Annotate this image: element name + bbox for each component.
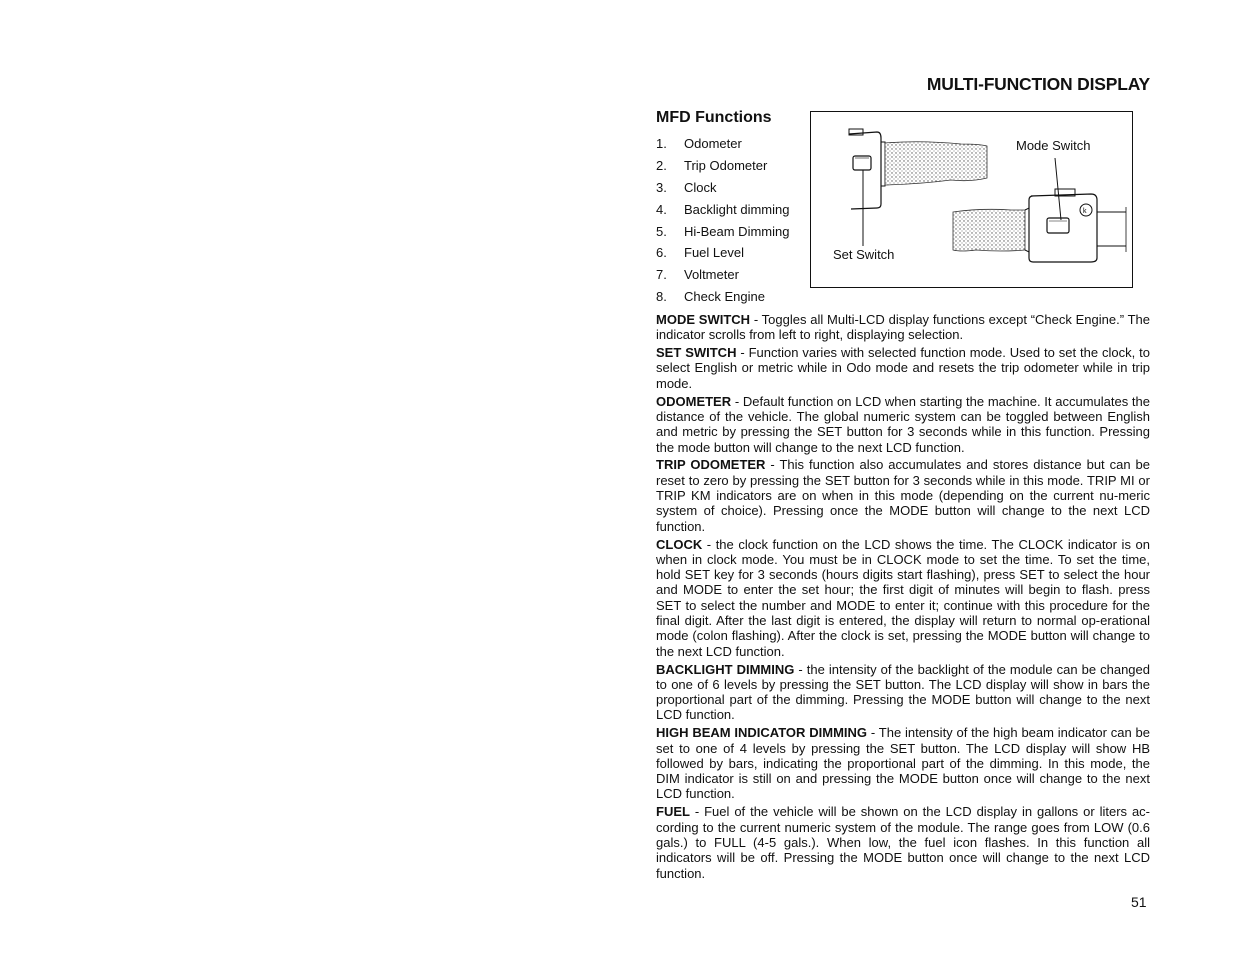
handlebar-switch-illustration xyxy=(810,111,1133,288)
list-item-label: Fuel Level xyxy=(684,245,744,261)
list-item-label: Check Engine xyxy=(684,289,765,305)
description: - This function also accumulates and stores distance but can be reset to zero by pressing the SET button for 3 seconds while in this mode. TRIP MI or TRIP KM indicators are on when in this mode (depending on the current nu-meric system of choice). Pressing once the MODE button will change to the next LCD function. xyxy=(656,457,1150,534)
right-grip xyxy=(953,208,1029,252)
list-item-label: Trip Odometer xyxy=(684,157,768,173)
list-item-label: Voltmeter xyxy=(684,267,739,283)
right-switch-housing xyxy=(1029,189,1126,262)
description: - Function varies with selected function mode. Used to set the clock, to select English or metric while in Odo mode and resets the trip odometer while in trip mode. xyxy=(656,345,1150,391)
list-item xyxy=(656,244,790,266)
list-item-number: 5. xyxy=(656,223,667,239)
list-item-label: Hi-Beam Dimming xyxy=(684,223,790,239)
paragraph-set-switch xyxy=(656,345,1150,391)
term: FUEL xyxy=(656,804,690,820)
list-item-label: Backlight dimming xyxy=(684,201,790,217)
list-item xyxy=(656,223,790,245)
left-grip xyxy=(881,142,987,186)
paragraph-trip-odometer xyxy=(656,457,1150,533)
description: - Toggles all Multi-LCD display functions except “Check Engine.” The indicator scrolls from left to right, displaying selection. xyxy=(656,312,1150,343)
list-item-number: 1. xyxy=(656,136,667,151)
function-descriptions xyxy=(656,312,1150,883)
description: - Fuel of the vehicle will be shown on the LCD display in gallons or liters ac-cording to the current numeric system of the module. The range goes from LOW (0.6 gals.) to FULL (4-5 gals.). When low, the fuel icon flashes. In this function all indicators will be off. Pressing the MODE button once will change to the next LCD function. xyxy=(656,804,1150,881)
term: MODE SWITCH xyxy=(656,312,751,327)
paragraph-high-beam-dimming xyxy=(656,725,1150,801)
description: - the intensity of the backlight of the module can be changed to one of 6 levels by pressing the SET button. The LCD display will show in bars the proportional part of the dimming. Pressing the MODE button will change to the next LCD function. xyxy=(656,661,1150,723)
list-item-number: 2. xyxy=(656,157,667,173)
list-item-number: 7. xyxy=(656,267,667,283)
description: - the clock function on the LCD shows the time. The CLOCK indicator is on when in clock mode. You must be in CLOCK mode to set the time. To set the time, hold SET key for 3 seconds (hours digits start flashing), press SET to select the hour and MODE to enter the set hour; the first digit of minutes will begin to flash. press SET to select the number and MODE to enter it; continue with this procedure for the final digit. After the last digit is entered, the display will return to normal op-erational mode (colon flashing). After the clock is set, pressing the MODE button will change to the next LCD function. xyxy=(656,536,1150,659)
list-item-label: Odometer xyxy=(684,136,742,151)
description: - Default function on LCD when starting the machine. It accumulates the distance of the vehicle. The global numeric system can be toggled between English and metric by pressing the SET button for 3 seconds while in this function. Pressing the mode button will change to the next LCD function. xyxy=(656,393,1150,455)
list-item-label: Clock xyxy=(684,179,717,195)
term: HIGH BEAM INDICATOR DIMMING xyxy=(656,725,868,741)
function-list xyxy=(656,135,790,310)
paragraph-odometer xyxy=(656,394,1150,455)
term: CLOCK xyxy=(656,536,703,552)
page-header-title: MULTI-FUNCTION DISPLAY xyxy=(926,74,1150,94)
list-item xyxy=(656,179,790,201)
left-switch-housing xyxy=(849,129,881,209)
paragraph-mode-switch xyxy=(656,312,1150,343)
list-item-number: 6. xyxy=(656,245,667,261)
paragraph-backlight-dimming xyxy=(656,662,1150,723)
list-item xyxy=(656,201,790,223)
mode-switch-label: Mode Switch xyxy=(1016,138,1091,153)
term: BACKLIGHT DIMMING xyxy=(656,661,795,677)
description: - The intensity of the high beam indicator can be set to one of 4 levels by pressing the SET button. The LCD display will show HB followed by bars, indicating the proportional part of the dimming. In this mode, the DIM indicator is still on and pressing the MODE button once will change to the next LCD function. xyxy=(656,725,1150,802)
term: TRIP ODOMETER xyxy=(656,457,766,473)
paragraph-clock xyxy=(656,537,1150,659)
paragraph-fuel xyxy=(656,804,1150,880)
term: SET SWITCH xyxy=(656,345,737,361)
term: ODOMETER xyxy=(656,393,732,409)
section-title: MFD Functions xyxy=(656,109,772,126)
list-item xyxy=(656,135,790,157)
list-item xyxy=(656,266,790,288)
list-item-number: 8. xyxy=(656,289,667,305)
page-number: 51 xyxy=(1131,894,1147,910)
svg-text:k: k xyxy=(1083,208,1087,215)
list-item-number: 4. xyxy=(656,201,667,217)
list-item-number: 3. xyxy=(656,179,667,195)
list-item xyxy=(656,288,790,310)
list-item xyxy=(656,157,790,179)
set-switch-label: Set Switch xyxy=(833,247,895,262)
